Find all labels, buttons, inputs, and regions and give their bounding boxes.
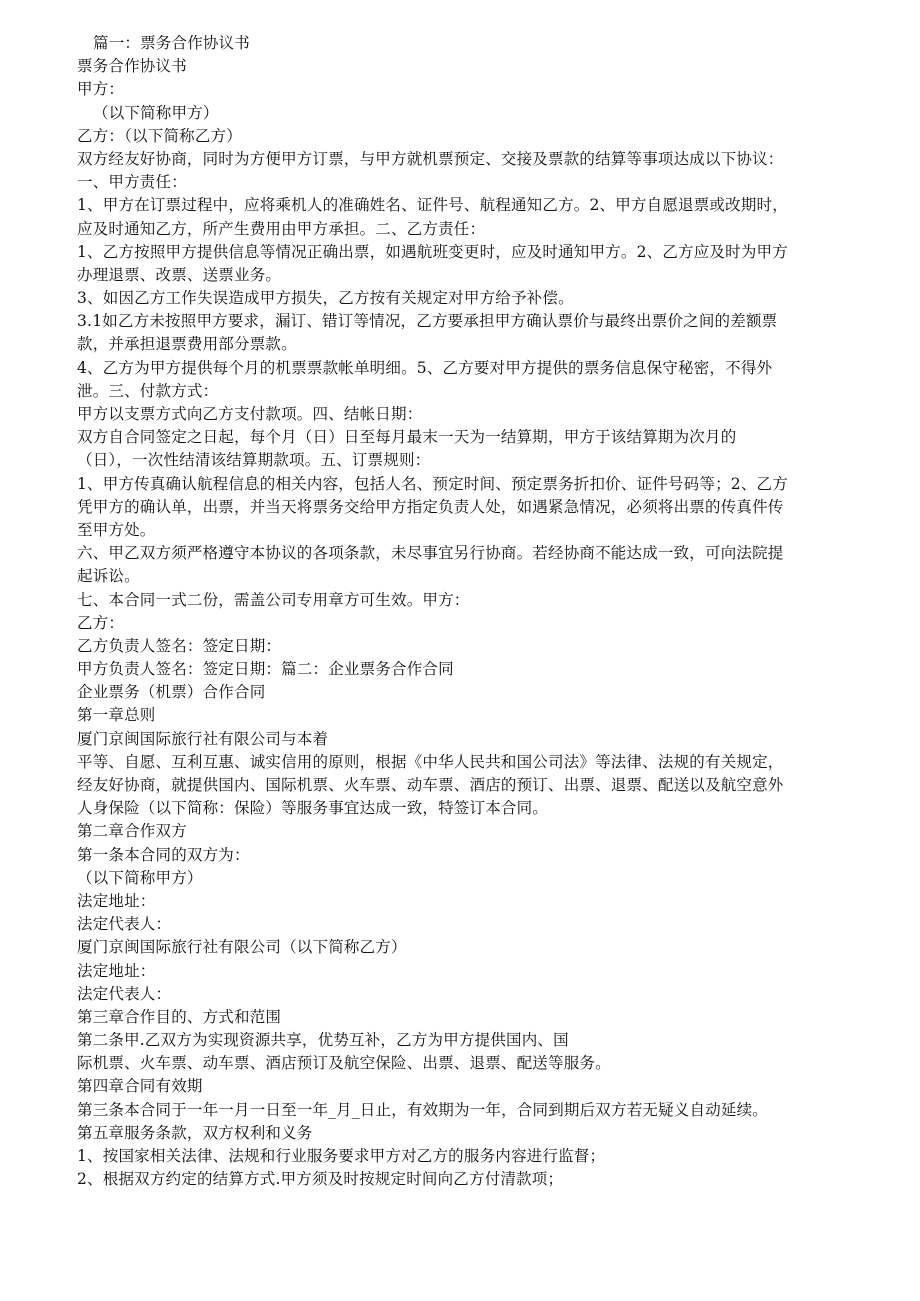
document-line: 一、甲方责任： — [77, 173, 187, 192]
document-line: 七、本合同一式二份，需盖公司专用章方可生效。甲方： — [77, 590, 470, 609]
document-line: 第二条甲.乙双方为实现资源共享，优势互补，乙方为甲方提供国内、国 — [77, 1031, 569, 1050]
document-line: 1、乙方按照甲方提供信息等情况正确出票，如遇航班变更时，应及时通知甲方。2、乙方应及时为甲方 — [77, 242, 788, 261]
document-line: 厦门京闽国际旅行社有限公司（以下简称乙方） — [77, 938, 407, 957]
document-line: 3、如因乙方工作失误造成甲方损失，乙方按有关规定对甲方给予补偿。 — [77, 289, 574, 308]
document-body — [77, 32, 857, 1191]
document-line: 法定代表人： — [77, 984, 172, 1003]
document-line: （以下简称甲方） — [77, 868, 203, 887]
document-line: 乙方负责人签名：签定日期： — [77, 636, 282, 655]
document-line: 篇一：票务合作协议书 — [93, 34, 251, 52]
document-line: 厦门京闽国际旅行社有限公司与本着 — [77, 729, 329, 748]
document-line: 1、按国家相关法律、法规和行业服务要求甲方对乙方的服务内容进行监督； — [77, 1147, 606, 1165]
document-line: 甲方： — [77, 80, 125, 99]
document-line: 第三条本合同于一年一月一日至一年_月_日止，有效期为一年，合同到期后双方若无疑义自动延续。 — [77, 1100, 769, 1119]
document-line: 办理退票、改票、送票业务。 — [77, 265, 282, 284]
document-line: 3.1如乙方未按照甲方要求，漏订、错订等情况，乙方要承担甲方确认票价与最终出票价之间的差额票 — [77, 312, 778, 331]
document-line: 法定代表人： — [77, 915, 172, 934]
document-line: 双方经友好协商，同时为方便甲方订票，与甲方就机票预定、交接及票款的结算等事项达成以下协议： — [77, 149, 784, 168]
document-line: 第五章服务条款，双方权利和义务 — [77, 1123, 313, 1142]
document-line: 乙方：（以下简称乙方） — [77, 126, 242, 145]
document-line: （以下简称甲方） — [93, 103, 219, 122]
document-line: 第一条本合同的双方为： — [77, 845, 250, 864]
document-line: 经友好协商，就提供国内、国际机票、火车票、动车票、酒店的预订、出票、退票、配送以及航空意外 — [77, 776, 784, 794]
document-line: 双方自合同签定之日起，每个月（日）日至每月最末一天为一结算期，甲方于该结算期为次月的 — [77, 428, 737, 447]
document-line: 甲方以支票方式向乙方支付款项。四、结帐日期： — [77, 405, 423, 423]
document-line: 4、乙方为甲方提供每个月的机票票款帐单明细。5、乙方要对甲方提供的票务信息保守秘密，不得外 — [77, 358, 773, 377]
document-line: 应及时通知乙方，所产生费用由甲方承担。二、乙方责任： — [77, 219, 486, 238]
document-line: 起诉讼。 — [77, 567, 140, 586]
document-line: （日），一次性结清该结算期款项。五、订票规则： — [77, 451, 431, 470]
document-line: 六、甲乙双方须严格遵守本协议的各项条款，未尽事宜另行协商。若经协商不能达成一致，可向法院提 — [77, 544, 784, 563]
document-line: 平等、自愿、互利互惠、诚实信用的原则，根据《中华人民共和国公司法》等法律、法规的有关规定， — [77, 752, 784, 771]
document-line: 泄。三、付款方式： — [77, 381, 219, 400]
document-line: 人身保险（以下简称：保险）等服务事宜达成一致，特签订本合同。 — [77, 799, 549, 818]
document-line: 票务合作协议书 — [77, 57, 187, 76]
document-line: 凭甲方的确认单，出票，并当天将票务交给甲方指定负责人处，如遇紧急情况，必须将出票的传真件传 — [77, 497, 784, 516]
document-line: 法定地址： — [77, 961, 156, 980]
document-line: 1、甲方在订票过程中，应将乘机人的准确姓名、证件号、航程通知乙方。2、甲方自愿退票或改期时， — [77, 196, 788, 215]
document-line: 第二章合作双方 — [77, 822, 187, 841]
document-line: 际机票、火车票、动车票、酒店预订及航空保险、出票、退票、配送等服务。 — [77, 1054, 611, 1073]
document-line: 1、甲方传真确认航程信息的相关内容，包括人名、预定时间、预定票务折扣价、证件号码等；2、乙方 — [77, 474, 788, 493]
document-line: 第三章合作目的、方式和范围 — [77, 1007, 282, 1026]
document-line: 甲方负责人签名：签定日期：篇二：企业票务合作合同 — [77, 660, 454, 679]
document-line: 款，并承担退票费用部分票款。 — [77, 335, 297, 354]
document-line: 第一章总则 — [77, 706, 156, 725]
document-line: 企业票务（机票）合作合同 — [77, 683, 266, 702]
document-line: 第四章合同有效期 — [77, 1077, 203, 1096]
document-line: 2、根据双方约定的结算方式.甲方须及时按规定时间向乙方付清款项； — [77, 1170, 564, 1189]
document-line: 法定地址： — [77, 891, 156, 910]
document-line: 乙方： — [77, 613, 125, 632]
document-line: 至甲方处。 — [77, 520, 156, 539]
